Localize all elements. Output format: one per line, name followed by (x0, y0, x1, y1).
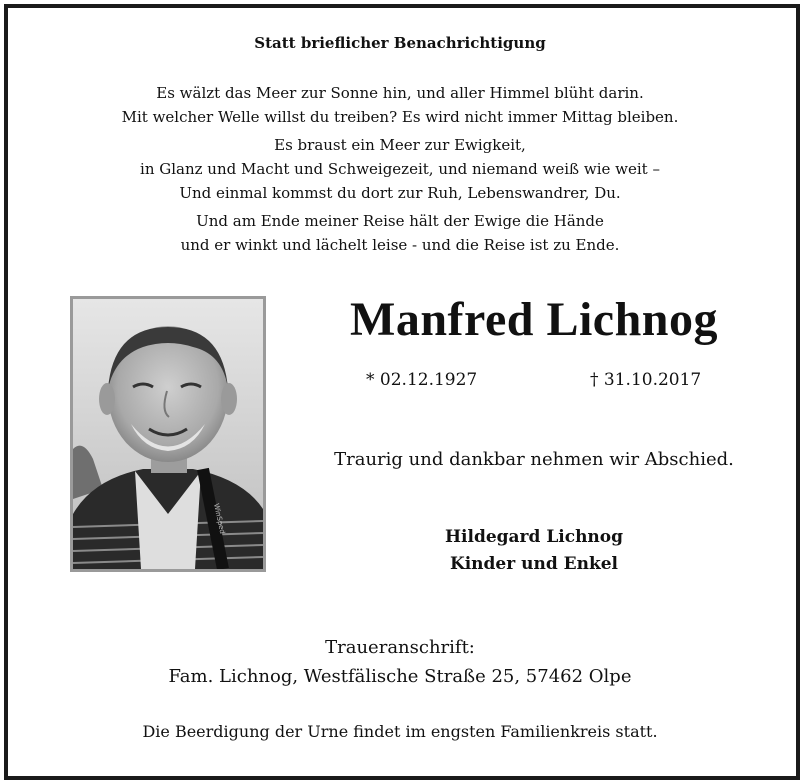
verse-line: Und einmal kommst du dort zur Ruh, Lebenswandrer, Du. (179, 184, 621, 202)
verse-line: Mit welcher Welle willst du treiben? Es wird nicht immer Mittag bleiben. (121, 108, 679, 126)
verse-line: Und am Ende meiner Reise hält der Ewige die Hände (196, 212, 604, 230)
verse-line: Es braust ein Meer zur Ewigkeit, (274, 136, 526, 154)
notice-heading: Statt brieflicher Benachrichtigung (254, 34, 546, 52)
death-date: † 31.10.2017 (590, 370, 702, 390)
verse-1 (0, 81, 800, 129)
mourners (300, 524, 768, 578)
address-text: Fam. Lichnog, Westfälische Straße 25, 57462 Olpe (168, 666, 632, 687)
mourner-name: Kinder und Enkel (449, 554, 619, 574)
verse-line: und er winkt und lächelt leise - und die Reise ist zu Ende. (180, 236, 620, 254)
verse-3 (0, 209, 800, 257)
mourner-name: Hildegard Lichnog (444, 527, 624, 547)
verse-line: Es wälzt das Meer zur Sonne hin, und aller Himmel blüht darin. (156, 84, 644, 102)
portrait-illustration (73, 299, 263, 569)
verse-2 (0, 133, 800, 205)
burial-note: Die Beerdigung der Urne findet im engsten Familienkreis statt. (142, 722, 658, 741)
farewell-text: Traurig und dankbar nehmen wir Abschied. (334, 449, 734, 470)
deceased-name: Manfred Lichnog (350, 293, 718, 346)
lanyard-text: WinSped (212, 502, 227, 535)
birth-date: * 02.12.1927 (366, 370, 478, 390)
verse-line: in Glanz und Macht und Schweigezeit, und niemand weiß wie weit – (140, 160, 660, 178)
address-label: Traueranschrift: (325, 637, 475, 658)
portrait-photo (70, 296, 266, 572)
